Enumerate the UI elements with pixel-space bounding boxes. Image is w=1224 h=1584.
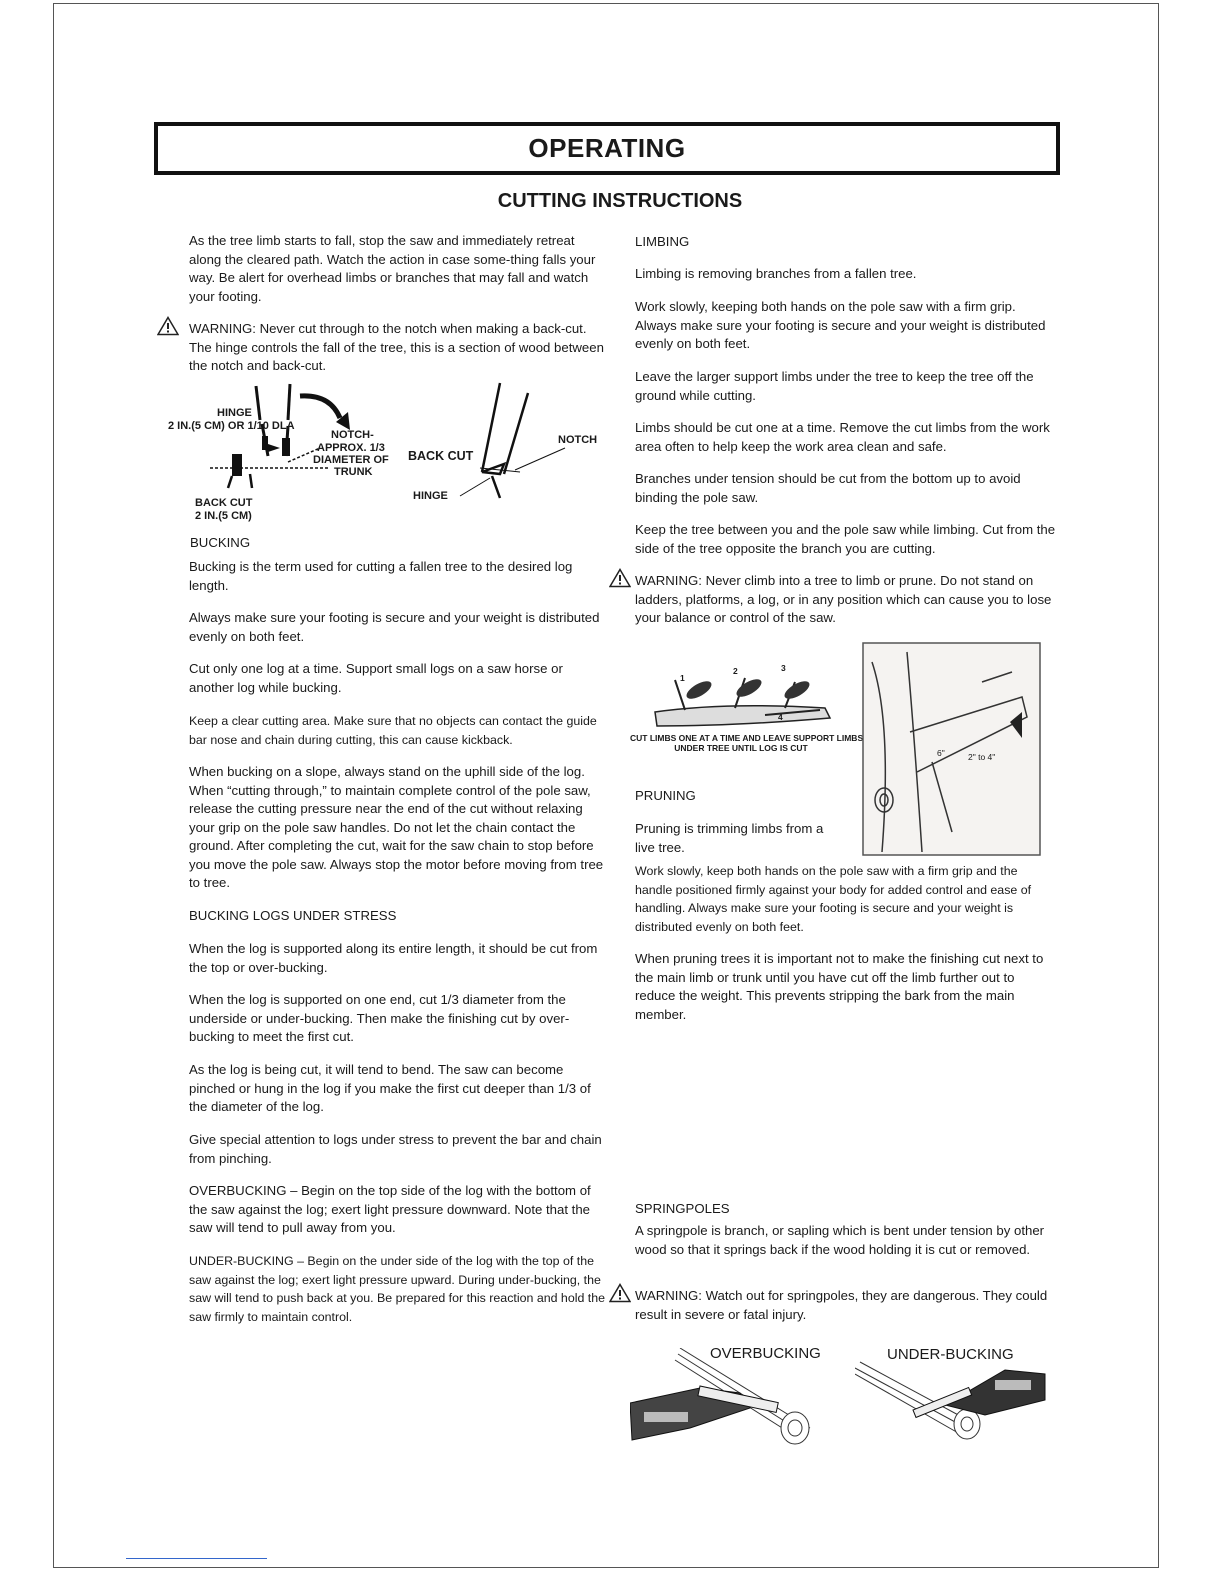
label-backcut-size: 2 IN.(5 CM): [195, 510, 252, 522]
intro-paragraph: As the tree limb starts to fall, stop the saw and immediately retreat along the cleared path. Watch the action in case some-thing falls your way. Be alert for overhead limbs or branches that may fall and watch your footing.: [189, 233, 596, 304]
bucking-paragraph-1: Bucking is the term used for cutting a fallen tree to the desired log length.: [189, 559, 573, 593]
limb-number-2: 2: [733, 666, 738, 676]
stress-paragraph-3: As the log is being cut, it will tend to bend. The saw can become pinched or hung in the log if you make the first cut deeper than 1/3 of the diameter of the log.: [189, 1062, 591, 1114]
limbing-diagram: [645, 660, 835, 730]
limb-number-1: 1: [680, 673, 685, 683]
bucking-heading: BUCKING: [190, 535, 251, 550]
label-notch-2: APPROX. 1/3: [317, 442, 385, 454]
warning-springpole-text: WARNING: Watch out for springpoles, they are dangerous. They could result in severe or fatal injury.: [635, 1288, 1048, 1322]
overbucking-diagram: [630, 1348, 815, 1448]
stress-paragraph-1: When the log is supported along its entire length, it should be cut from the top or over-bucking.: [189, 941, 598, 975]
limb-number-3: 3: [781, 663, 786, 673]
label-notch-3: DIAMETER OF: [313, 454, 389, 466]
limbing-paragraph-6: Keep the tree between you and the pole saw while limbing. Cut from the side of the tree opposite the branch you are cutting.: [635, 522, 1056, 556]
bucking-paragraph-4: Keep a clear cutting area. Make sure that no objects can contact the guide bar nose and chain during cutting, this can cause kickback.: [189, 714, 597, 747]
label-notch-right: NOTCH: [558, 434, 598, 446]
springpoles-paragraph: A springpole is branch, or sapling which is bent under tension by other wood so that it springs back if the wood holding it is cut or removed.: [635, 1223, 1045, 1257]
stress-paragraph-2: When the log is supported on one end, cut 1/3 diameter from the underside or under-bucking. Then make the finishing cut by over-bucking to meet the first cut.: [189, 992, 570, 1044]
limbing-paragraph-3: Leave the larger support limbs under the tree to keep the tree off the ground while cutting.: [635, 369, 1034, 403]
pruning-heading: PRUNING: [635, 788, 696, 803]
springpoles-heading: SPRINGPOLES: [635, 1201, 730, 1216]
limbing-heading: LIMBING: [635, 234, 690, 249]
stress-paragraph-4: Give special attention to logs under stress to prevent the bar and chain from pinching.: [189, 1132, 602, 1166]
limbing-caption-1: CUT LIMBS ONE AT A TIME AND LEAVE SUPPORT LIMBS: [630, 733, 864, 743]
label-hinge-right: HINGE: [413, 490, 448, 502]
section-header: [154, 122, 1060, 175]
pruning-label-2to4in: 2" to 4": [968, 752, 996, 762]
limb-number-4: 4: [778, 712, 783, 722]
stress-heading: BUCKING LOGS UNDER STRESS: [189, 908, 397, 923]
footer-rule: [126, 1558, 267, 1559]
limbing-paragraph-4: Limbs should be cut one at a time. Remove the cut limbs from the work area often to help keep the work area clean and safe.: [635, 420, 1050, 454]
limbing-paragraph-2: Work slowly, keeping both hands on the pole saw with a firm grip. Always make sure your footing is secure and your weight is distributed evenly on both feet.: [635, 299, 1046, 351]
warning-climb-text: WARNING: Never climb into a tree to limb or prune. Do not stand on ladders, platforms, a log, or in any position which can cause you to lose your balance or control of the saw.: [635, 573, 1052, 625]
underbucking-diagram: [855, 1360, 1050, 1445]
label-hinge-size: 2 IN.(5 CM) OR 1/10 DLA: [168, 420, 295, 432]
warning-icon: [609, 568, 631, 588]
limbing-paragraph-1: Limbing is removing branches from a fallen tree.: [635, 266, 917, 281]
section-subtitle: CUTTING INSTRUCTIONS: [497, 190, 743, 212]
bucking-paragraph-3: Cut only one log at a time. Support small logs on a saw horse or another log while bucking.: [189, 661, 563, 695]
pruning-label-6in: 6": [937, 748, 945, 758]
warning-backcut-text: WARNING: Never cut through to the notch when making a back-cut. The hinge controls the fall of the tree, this is a section of wood between the notch and back-cut.: [189, 321, 604, 373]
bucking-paragraph-2: Always make sure your footing is secure and your weight is distributed evenly on both feet.: [189, 610, 600, 644]
label-overbucking: OVERBUCKING: [710, 1345, 821, 1362]
pruning-paragraph-2: Work slowly, keep both hands on the pole saw with a firm grip and the handle positioned firmly against your body for added control and ease of handling. Always make sure your footing is secure and your weight is distributed evenly on both feet.: [635, 864, 1032, 934]
bucking-paragraph-5: When bucking on a slope, always stand on the uphill side of the log. When “cutting through,” to maintain complete control of the pole saw, release the cutting pressure near the end of the cut without relaxing your grip on the pole saw handles. Do not let the chain contact the ground. After completing the cut, wait for the saw chain to stop before you move the pole saw. Always stop the motor before moving from tree to tree.: [189, 764, 604, 890]
label-backcut: BACK CUT: [195, 497, 253, 509]
label-notch-4: TRUNK: [334, 466, 373, 478]
overbucking-paragraph: OVERBUCKING – Begin on the top side of the log with the bottom of the saw against the log; exert light pressure downward. Note that the saw will tend to pull away from you.: [189, 1183, 591, 1235]
limbing-paragraph-5: Branches under tension should be cut from the bottom up to avoid binding the pole saw.: [635, 471, 1021, 505]
underbucking-paragraph: UNDER-BUCKING – Begin on the under side of the log with the top of the saw against the log; exert light pressure upward. During under-bucking, the saw will tend to push back at you. Be prepared for this reaction and hold the saw firmly to maintain control.: [189, 1254, 606, 1324]
page-title: OPERATING: [528, 133, 686, 163]
pruning-diagram: [862, 642, 1042, 857]
label-underbucking: UNDER-BUCKING: [887, 1346, 1014, 1363]
label-hinge: HINGE: [217, 407, 252, 419]
label-notch-1: NOTCH-: [331, 429, 374, 441]
limbing-caption-2: UNDER TREE UNTIL LOG IS CUT: [674, 743, 808, 753]
warning-icon: [609, 1283, 631, 1303]
pruning-paragraph-3: When pruning trees it is important not to make the finishing cut next to the main limb or trunk until you have cut off the limb further out to reduce the weight. This prevents stripping the bark from the main member.: [635, 951, 1044, 1022]
warning-icon: [157, 316, 179, 336]
label-backcut-right: BACK CUT: [408, 449, 474, 463]
pruning-paragraph-1: Pruning is trimming limbs from a live tree.: [635, 821, 824, 855]
